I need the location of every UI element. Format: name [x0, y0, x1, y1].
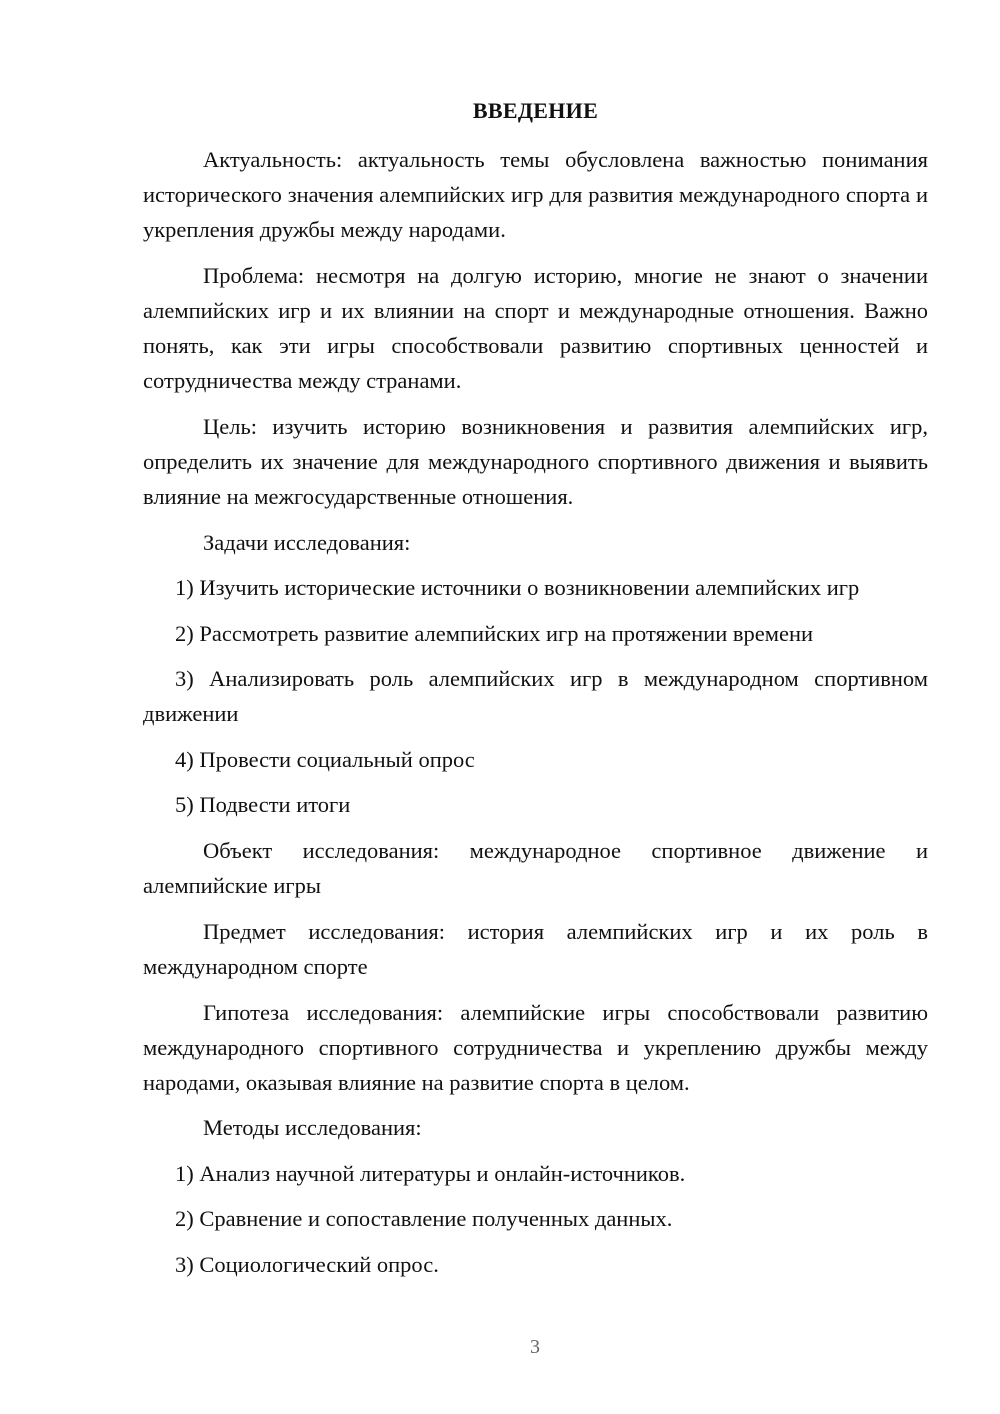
task-item-2: 2) Рассмотреть развитие алемпийских игр на протяжении времени	[175, 621, 814, 646]
task-item-4: 4) Провести социальный опрос	[175, 747, 475, 772]
task-item-3: 3) Анализировать роль алемпийских игр в международном спортивном движении	[143, 666, 928, 726]
paragraph-subject: Предмет исследования: история алемпийских игр и их роль в международном спорте	[143, 919, 928, 979]
paragraph-hypothesis: Гипотеза исследования: алемпийские игры способствовали развитию международного спортивного сотрудничества и укреплению дружбы между народами, оказывая влияние на развитие спорта в целом.	[143, 1000, 928, 1095]
methods-heading: Методы исследования:	[203, 1115, 422, 1140]
paragraph-object: Объект исследования: международное спортивное движение и алемпийские игры	[143, 838, 928, 898]
method-item-1: 1) Анализ научной литературы и онлайн-источников.	[175, 1161, 686, 1186]
tasks-heading: Задачи исследования:	[203, 530, 411, 555]
task-item-5: 5) Подвести итоги	[175, 792, 351, 817]
page-number: 3	[530, 1336, 540, 1358]
paragraph-problem: Проблема: несмотря на долгую историю, многие не знают о значении алемпийских игр и их влиянии на спорт и международные отношения. Важно понять, как эти игры способствовали развитию спортивных ценностей и сотрудничества между странами.	[143, 263, 928, 393]
task-item-1: 1) Изучить исторические источники о возникновении алемпийских игр	[175, 575, 860, 600]
paragraph-relevance: Актуальность: актуальность темы обусловлена важностью понимания исторического значения алемпийских игр для развития международного спорта и укрепления дружбы между народами.	[143, 147, 928, 242]
method-item-3: 3) Социологический опрос.	[175, 1252, 439, 1277]
method-item-2: 2) Сравнение и сопоставление полученных данных.	[175, 1206, 673, 1231]
paragraph-goal: Цель: изучить историю возникновения и развития алемпийских игр, определить их значение для международного спортивного движения и выявить влияние на межгосударственные отношения.	[143, 414, 928, 509]
page-title: ВВЕДЕНИЕ	[472, 98, 599, 123]
